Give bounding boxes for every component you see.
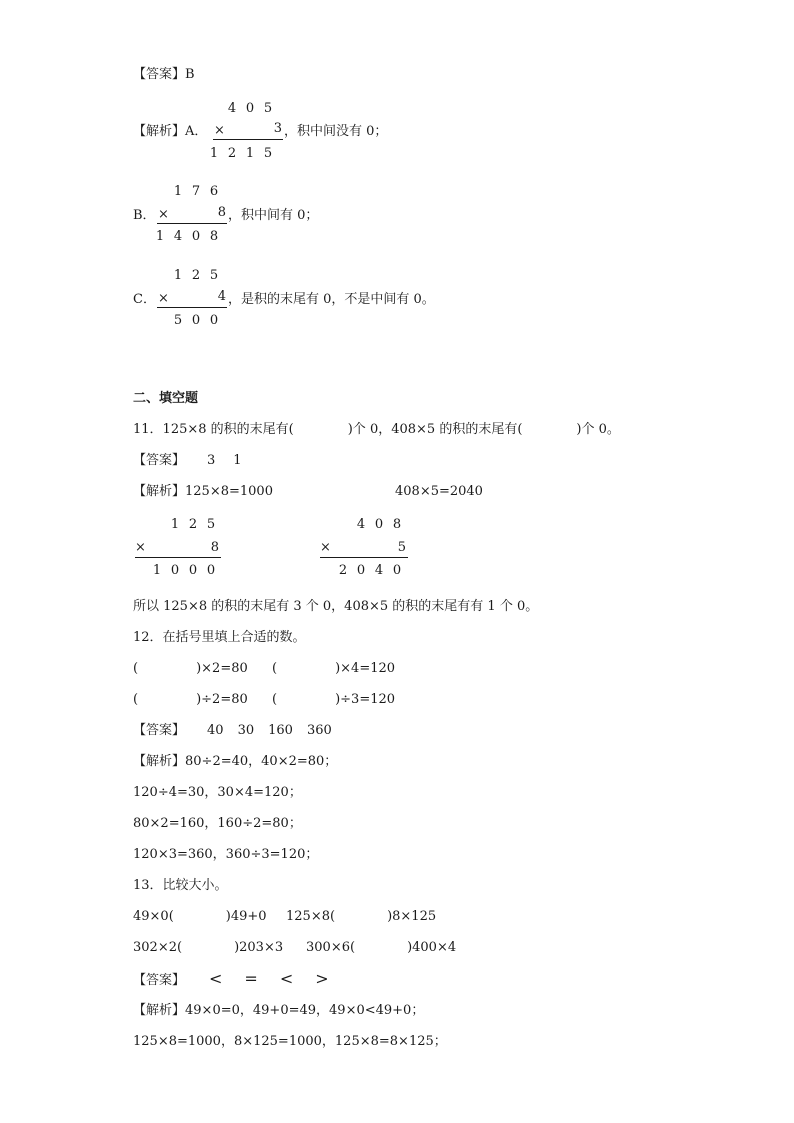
equation: 408×5=2040 <box>395 484 483 499</box>
blank-eq: ( )×2=80 <box>133 661 248 676</box>
times-sign: × <box>158 207 169 222</box>
analysis-line: 【解析】49×0=0，49+0=49，49×0<49+0； <box>133 1003 425 1018</box>
compare-item: 49×0( )49+0 <box>133 909 267 924</box>
multiplicand: 4 0 5 <box>227 101 273 116</box>
analysis-label: 【解析】A． <box>133 124 208 139</box>
calc-line <box>320 557 408 558</box>
answer-line: 【答案】 < = < > <box>133 969 329 988</box>
multiplier: 4 <box>217 289 226 304</box>
option-label: B． <box>133 208 156 223</box>
answer-line: 【答案】B <box>133 67 195 82</box>
multiplicand: 1 2 5 <box>170 517 216 532</box>
question-13: 13．比较大小。 <box>133 878 228 893</box>
multiplier: 8 <box>210 540 219 555</box>
calc-line <box>157 307 227 308</box>
product: 2 0 4 0 <box>338 563 402 578</box>
analysis-line: 120÷4=30，30×4=120； <box>133 785 302 800</box>
analysis-line: 【解析】80÷2=40，40×2=80； <box>133 754 338 769</box>
multiplier: 5 <box>397 540 406 555</box>
question-12: 12．在括号里填上合适的数。 <box>133 630 306 645</box>
question-11: 11．125×8 的积的末尾有( )个 0，408×5 的积的末尾有( )个 0。 <box>133 422 620 437</box>
analysis-line: 125×8=1000，8×125=1000，125×8=8×125； <box>133 1034 447 1049</box>
product: 1 2 1 5 <box>209 146 273 161</box>
analysis-line: 【解析】125×8=1000 <box>133 484 273 499</box>
compare-item: 125×8( )8×125 <box>286 909 437 924</box>
times-sign: × <box>135 540 146 555</box>
multiplier: 8 <box>217 205 226 220</box>
compare-item: 302×2( )203×3 <box>133 940 284 955</box>
answer-line: 【答案】 3 1 <box>133 453 242 468</box>
option-note: ，是积的末尾有 0，不是中间有 0。 <box>228 292 435 307</box>
conclusion: 所以 125×8 的积的末尾有 3 个 0，408×5 的积的末尾有有 1 个 0。 <box>133 599 539 614</box>
analysis-line: 120×3=360，360÷3=120； <box>133 847 319 862</box>
times-sign: × <box>158 291 169 306</box>
blank-eq: ( )×4=120 <box>272 661 396 676</box>
product: 1 0 0 0 <box>152 563 216 578</box>
multiplicand: 4 0 8 <box>356 517 402 532</box>
blank-eq: ( )÷3=120 <box>272 692 396 707</box>
option-label: C． <box>133 292 156 307</box>
calc-line <box>135 557 221 558</box>
option-note: ，积中间有 0； <box>228 208 319 223</box>
product: 5 0 0 <box>173 313 219 328</box>
section-title: 二、填空题 <box>133 391 199 406</box>
compare-item: 300×6( )400×4 <box>306 940 457 955</box>
answer-line: 【答案】 40 30 160 360 <box>133 723 332 738</box>
product: 1 4 0 8 <box>155 229 219 244</box>
multiplicand: 1 2 5 <box>173 268 219 283</box>
multiplier: 3 <box>273 121 282 136</box>
multiplicand: 1 7 6 <box>173 184 219 199</box>
blank-eq: ( )÷2=80 <box>133 692 248 707</box>
times-sign: × <box>320 540 331 555</box>
calc-line <box>213 139 283 140</box>
times-sign: × <box>214 123 225 138</box>
analysis-line: 80×2=160，160÷2=80； <box>133 816 302 831</box>
calc-line <box>157 223 227 224</box>
option-note: ，积中间没有 0； <box>284 124 388 139</box>
